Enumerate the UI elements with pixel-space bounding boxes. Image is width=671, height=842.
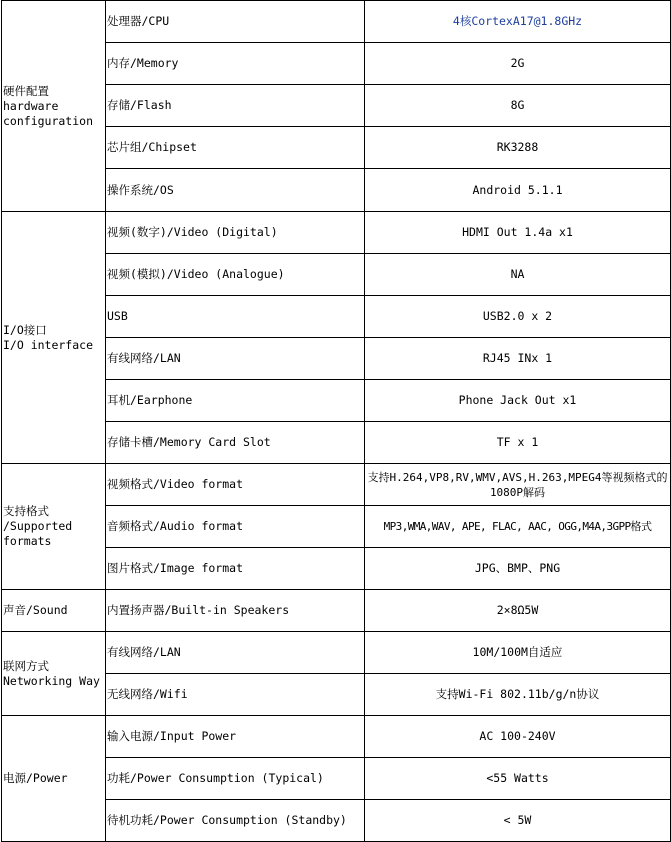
param-os: 操作系统/OS — [106, 169, 365, 212]
param-wifi: 无线网络/Wifi — [106, 674, 365, 716]
param-audio-format: 音频格式/Audio format — [106, 506, 365, 548]
value-video-format: 支持H.264,VP8,RV,WMV,AVS,H.263,MPEG4等视频格式的1080P解码 — [365, 464, 671, 506]
param-earphone: 耳机/Earphone — [106, 380, 365, 422]
param-cpu: 处理器/CPU — [106, 1, 365, 43]
param-usb: USB — [106, 296, 365, 338]
category-supported-formats: 支持格式 /Supported formats — [2, 464, 106, 590]
category-io: I/O接口 I/O interface — [2, 212, 106, 464]
value-power-standby: < 5W — [365, 800, 671, 842]
value-video-analogue: NA — [365, 254, 671, 296]
param-power-standby: 待机功耗/Power Consumption (Standby) — [106, 800, 365, 842]
param-speakers: 内置扬声器/Built-in Speakers — [106, 590, 365, 632]
spec-table — [1, 0, 671, 842]
value-audio-format: MP3,WMA,WAV, APE, FLAC, AAC, OGG,M4A,3GPP格式 — [365, 506, 671, 548]
param-video-digital: 视频(数字)/Video (Digital) — [106, 212, 365, 254]
category-networking: 联网方式 Networking Way — [2, 632, 106, 716]
category-hardware: 硬件配置 hardware configuration — [2, 1, 106, 212]
value-os: Android 5.1.1 — [365, 169, 671, 212]
value-flash: 8G — [365, 85, 671, 127]
category-sound: 声音/Sound — [2, 590, 106, 632]
category-power: 电源/Power — [2, 716, 106, 842]
value-input-power: AC 100-240V — [365, 716, 671, 758]
value-speakers: 2×8Ω5W — [365, 590, 671, 632]
param-video-format: 视频格式/Video format — [106, 464, 365, 506]
value-wifi: 支持Wi-Fi 802.11b/g/n协议 — [365, 674, 671, 716]
value-chipset: RK3288 — [365, 127, 671, 169]
value-image-format: JPG、BMP、PNG — [365, 548, 671, 590]
param-flash: 存储/Flash — [106, 85, 365, 127]
value-video-digital: HDMI Out 1.4a x1 — [365, 212, 671, 254]
value-memory-card-slot: TF x 1 — [365, 422, 671, 464]
param-input-power: 输入电源/Input Power — [106, 716, 365, 758]
value-cpu: 4核CortexA17@1.8GHz — [365, 1, 671, 43]
value-earphone: Phone Jack Out x1 — [365, 380, 671, 422]
param-image-format: 图片格式/Image format — [106, 548, 365, 590]
param-memory: 内存/Memory — [106, 43, 365, 85]
value-usb: USB2.0 x 2 — [365, 296, 671, 338]
value-memory: 2G — [365, 43, 671, 85]
param-net-lan: 有线网络/LAN — [106, 632, 365, 674]
value-power-typical: <55 Watts — [365, 758, 671, 800]
param-power-typical: 功耗/Power Consumption (Typical) — [106, 758, 365, 800]
param-video-analogue: 视频(模拟)/Video (Analogue) — [106, 254, 365, 296]
param-chipset: 芯片组/Chipset — [106, 127, 365, 169]
param-lan: 有线网络/LAN — [106, 338, 365, 380]
value-lan: RJ45 INx 1 — [365, 338, 671, 380]
value-net-lan: 10M/100M自适应 — [365, 632, 671, 674]
param-memory-card-slot: 存储卡槽/Memory Card Slot — [106, 422, 365, 464]
